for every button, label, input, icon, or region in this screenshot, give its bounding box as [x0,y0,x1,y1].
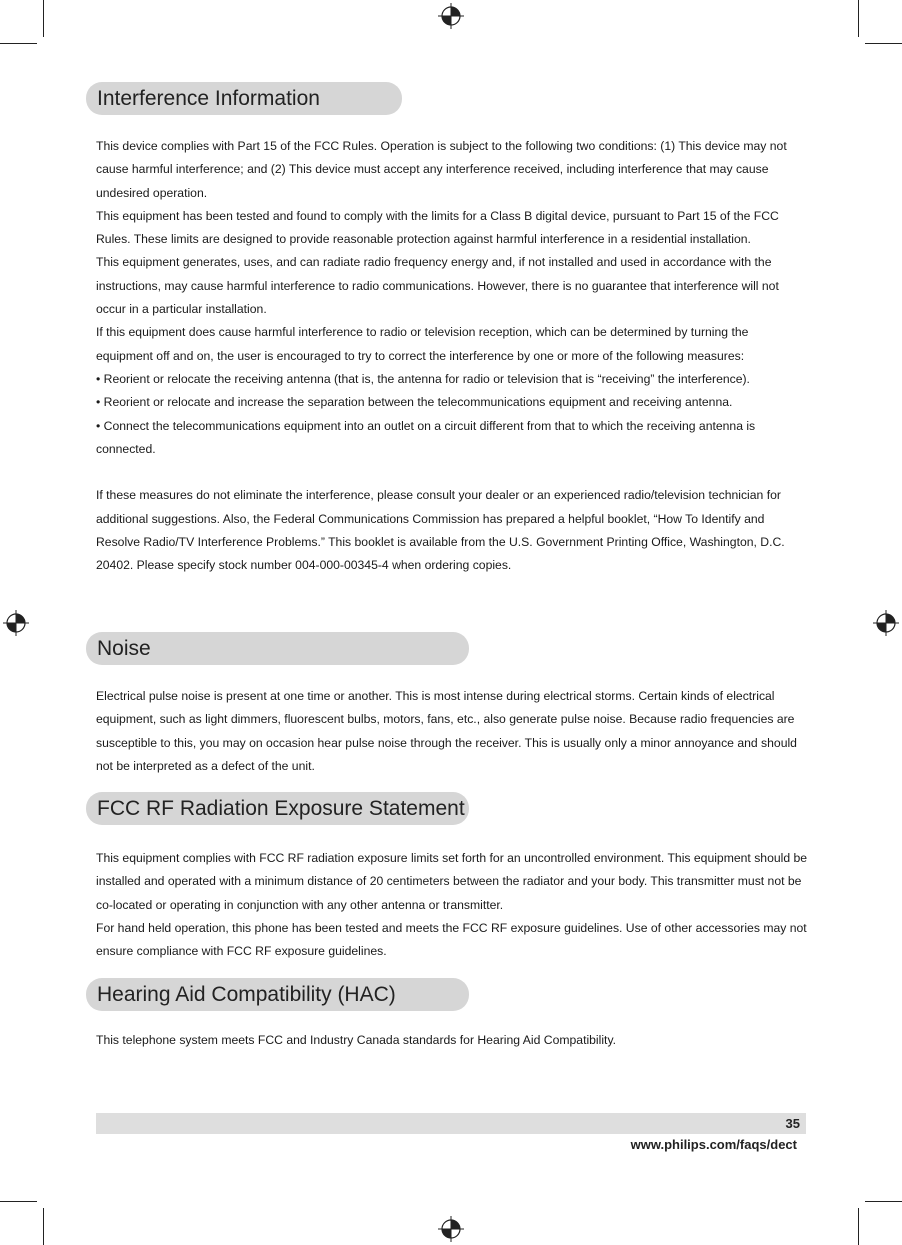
paragraph: This device complies with Part 15 of the FCC Rules. Operation is subject to the following two conditions: (1) This device may not cause harmful interference; and (2) This device must accept any interference received, including interference that may cause undesired operation. [96,139,787,200]
footer-url: www.philips.com/faqs/dect [630,1137,797,1152]
bullet-item: • Reorient or relocate the receiving antenna (that is, the antenna for radio or television that is “receiving” the interference). [96,371,750,386]
crop-mark [865,43,902,44]
section-heading-noise: Noise [86,632,469,665]
paragraph: If this equipment does cause harmful interference to radio or television reception, which can be determined by turning the equipment off and on, the user is encouraged to try to correct the interference by one or more of the following measures: [96,325,749,363]
paragraph: For hand held operation, this phone has been tested and meets the FCC RF exposure guidelines. Use of other accessories may not ensure compliance with FCC RF exposure guidelines. [96,920,807,959]
section-body-interference [96,135,808,578]
paragraph: This equipment generates, uses, and can radiate radio frequency energy and, if not installed and used in accordance with the instructions, may cause harmful interference to radio communications. However, there is no guarantee that interference will not occur in a particular installation. [96,255,779,317]
section-body-hac [96,1029,808,1052]
crop-mark [0,1201,37,1202]
crop-mark [858,0,859,37]
paragraph: This equipment complies with FCC RF radiation exposure limits set forth for an uncontrolled environment. This equipment should be installed and operated with a minimum distance of 20 centimeters between the radiator and your body. This transmitter must not be co-located or operating in conjunction with any other antenna or transmitter. [96,851,808,912]
crop-mark [43,0,44,37]
section-heading-rf-exposure: FCC RF Radiation Exposure Statement [86,792,469,825]
crop-mark [43,1208,44,1245]
crop-mark [865,1201,902,1202]
page-number: 35 [785,1116,800,1131]
paragraph-spacer [96,461,808,484]
crop-mark [858,1208,859,1245]
bullet-item: • Connect the telecommunications equipment into an outlet on a circuit different from that to which the receiving antenna is connected. [96,418,756,456]
paragraph: This telephone system meets FCC and Industry Canada standards for Hearing Aid Compatibility. [96,1033,617,1047]
registration-mark-icon [436,1,466,31]
paragraph: Electrical pulse noise is present at one time or another. This is most intense during electrical storms. Certain kinds of electrical equipment, such as light dimmers, fluorescent bulbs, motors, fans, etc., also generate pulse noise. Because radio frequencies are susceptible to this, you may on occasion hear pulse noise through the receiver. This is usually only a minor annoyance and should not be interpreted as a defect of the unit. [96,689,797,773]
section-heading-hac: Hearing Aid Compatibility (HAC) [86,978,469,1011]
registration-mark-icon [436,1214,466,1244]
section-body-rf-exposure [96,847,808,963]
bullet-item: • Reorient or relocate and increase the separation between the telecommunications equipment and receiving antenna. [96,395,733,410]
crop-mark [0,43,37,44]
footer-bar [96,1113,806,1134]
section-heading-interference: Interference Information [86,82,402,115]
registration-mark-icon [1,608,31,638]
paragraph: If these measures do not eliminate the interference, please consult your dealer or an experienced radio/television technician for additional suggestions. Also, the Federal Communications Commission has prepared a helpful booklet, “How To Identify and Resolve Radio/TV Interference Problems.” This booklet is available from the U.S. Government Printing Office, Washington, D.C. 20402. Please specify stock number 004-000-00345-4 when ordering copies. [96,488,785,573]
registration-mark-icon [871,608,901,638]
section-body-noise [96,685,808,778]
paragraph: This equipment has been tested and found to comply with the limits for a Class B digital device, pursuant to Part 15 of the FCC Rules. These limits are designed to provide reasonable protection against harmful interference in a residential installation. [96,208,779,247]
